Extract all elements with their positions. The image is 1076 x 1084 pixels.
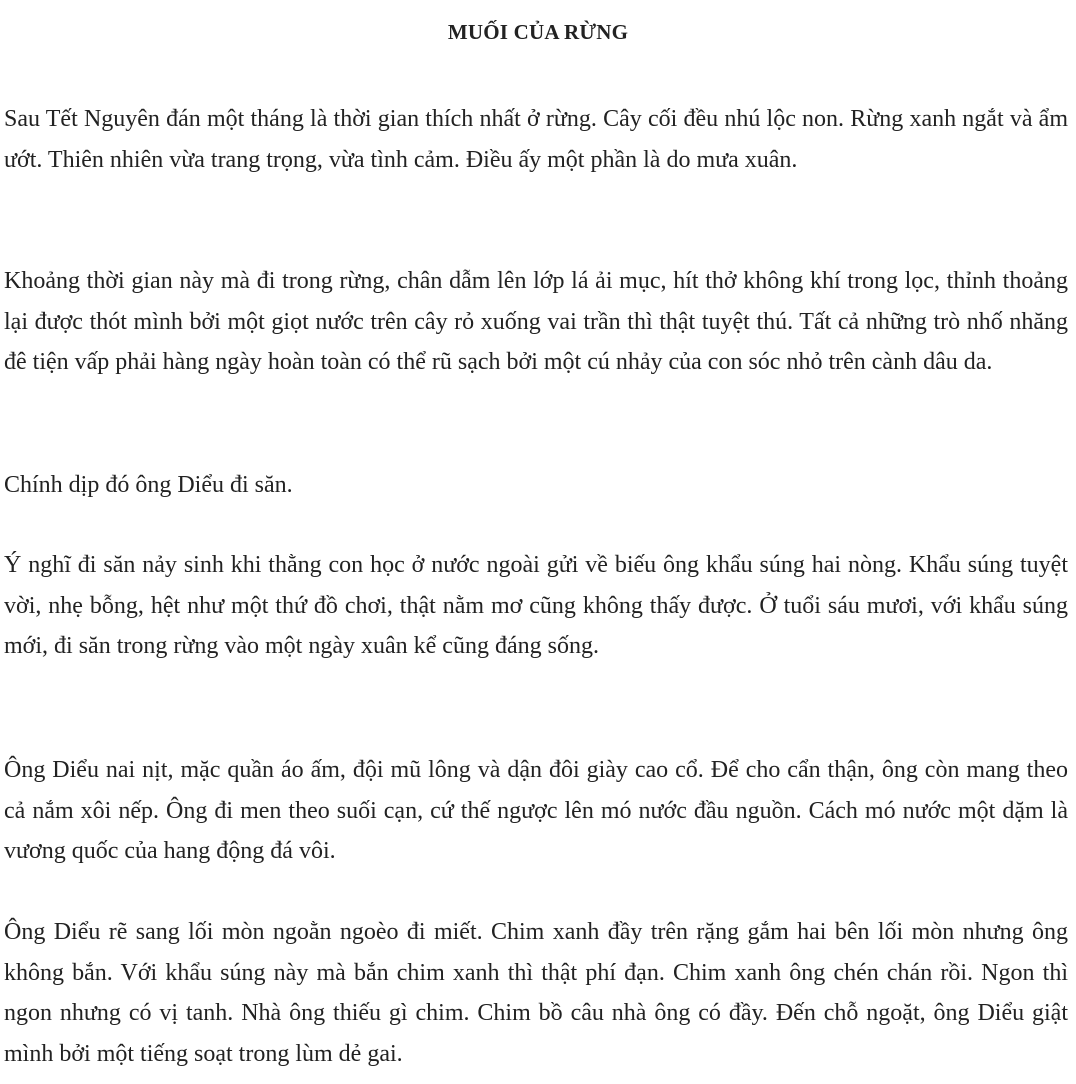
paragraph-6: Ông Diểu rẽ sang lối mòn ngoằn ngoèo đi miết. Chim xanh đầy trên rặng gắm hai bên lối mòn nhưng ông không bắn. Với khẩu súng này mà bắn chim xanh thì thật phí đạn. Chim xanh ông chén chán rồi. Ngon thì ngon nhưng có vị tanh. Nhà ông thiếu gì chim. Chim bồ câu nhà ông có đầy. Đến chỗ ngoặt, ông Diểu giật mình bởi một tiếng soạt trong lùm dẻ gai.: [4, 919, 1068, 1068]
paragraph-5: Ông Diểu nai nịt, mặc quần áo ấm, đội mũ lông và dận đôi giày cao cổ. Để cho cẩn thận, ông còn mang theo cả nắm xôi nếp. Ông đi men theo suối cạn, cứ thế ngược lên mó nước đầu nguồn. Cách mó nước một dặm là vương quốc của hang động đá vôi.: [4, 757, 1068, 865]
paragraph-3: Chính dịp đó ông Diểu đi săn.: [4, 472, 293, 498]
paragraph-1: Sau Tết Nguyên đán một tháng là thời gian thích nhất ở rừng. Cây cối đều nhú lộc non. Rừng xanh ngắt và ẩm ướt. Thiên nhiên vừa trang trọng, vừa tình cảm. Điều ấy một phần là do mưa xuân.: [4, 106, 1068, 173]
paragraph-2: Khoảng thời gian này mà đi trong rừng, chân dẫm lên lớp lá ải mục, hít thở không khí trong lọc, thỉnh thoảng lại được thót mình bởi một giọt nước trên cây rỏ xuống vai trần thì thật tuyệt thú. Tất cả những trò nhố nhăng đê tiện vấp phải hàng ngày hoàn toàn có thể rũ sạch bởi một cú nhảy của con sóc nhỏ trên cành dâu da.: [4, 268, 1068, 376]
document-title: MUỐI CỦA RỪNG: [447, 20, 629, 44]
paragraph-4: Ý nghĩ đi săn nảy sinh khi thằng con học ở nước ngoài gửi về biếu ông khẩu súng hai nòng. Khẩu súng tuyệt vời, nhẹ bỗng, hệt như một thứ đồ chơi, thật nằm mơ cũng không thấy được. Ở tuổi sáu mươi, với khẩu súng mới, đi săn trong rừng vào một ngày xuân kể cũng đáng sống.: [4, 552, 1068, 660]
